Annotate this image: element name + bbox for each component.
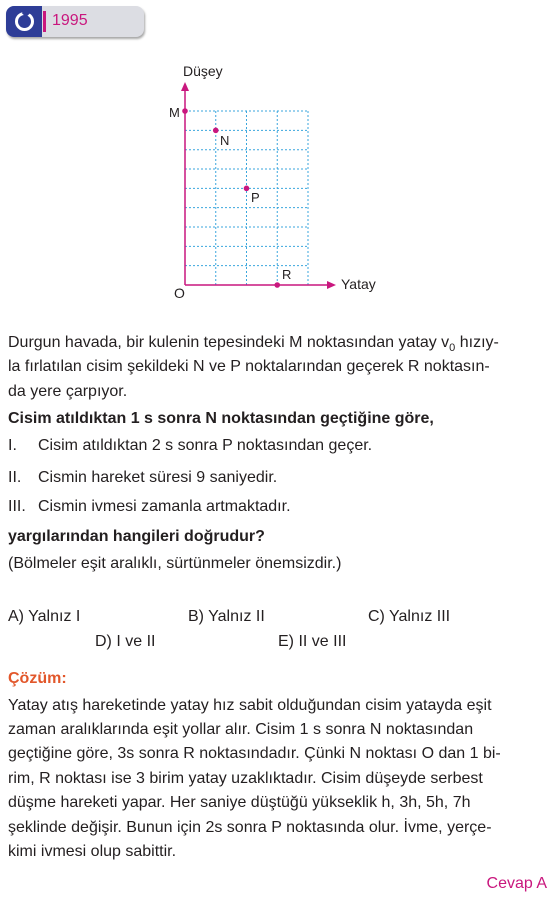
solution-line-2: zaman aralıklarında eşit yollar alır. Cisim 1 s sonra N noktasından — [8, 721, 474, 738]
intro-text-b: hızıy- — [455, 334, 499, 351]
option-b[interactable]: B) Yalnız II — [188, 608, 265, 625]
point-p — [244, 186, 250, 192]
statement-2-text: Cismin hareket süresi 9 saniyedir. — [38, 469, 278, 486]
solution-line-3: geçtiğine göre, 3s sonra R noktasındadır. Çünki N noktası O dan 1 bi- — [8, 745, 501, 762]
solution-line-6: şeklinde değişir. Bunun için 2s sonra P noktasında olur. İvme, yerçe- — [8, 819, 492, 836]
option-c[interactable]: C) Yalnız III — [368, 608, 451, 625]
point-label-n: N — [220, 133, 230, 148]
grid — [185, 111, 308, 285]
intro-subscript: 0 — [449, 342, 456, 355]
statement-1-number: I. — [8, 437, 17, 454]
statement-1-text: Cisim atıldıktan 2 s sonra P noktasından geçer. — [38, 437, 373, 454]
answer-label: Cevap A — [486, 875, 547, 892]
question-intro-line-3: da yere çarpıyor. — [8, 383, 128, 400]
point-label-p: P — [251, 190, 260, 205]
vertical-axis-arrow — [181, 82, 189, 91]
year-label: 1995 — [52, 12, 88, 29]
trajectory-figure — [0, 0, 557, 330]
solution-line-4: rim, R noktası ise 3 birim yatay uzaklıktadır. Cisim düşeyde serbest — [8, 770, 483, 787]
question-condition: Cisim atıldıktan 1 s sonra N noktasından geçtiğine göre, — [8, 410, 434, 427]
statement-3-number: III. — [8, 498, 26, 515]
question-intro-line-2: la fırlatılan cisim şekildeki N ve P noktalarından geçerek R noktasın- — [8, 358, 490, 375]
vertical-axis-label: Düşey — [183, 63, 223, 79]
solution-line-1: Yatay atış hareketinde yatay hız sabit olduğundan cisim yatayda eşit — [8, 697, 492, 714]
option-e[interactable]: E) II ve III — [278, 633, 347, 650]
origin-label: O — [174, 285, 185, 301]
intro-text-a: Durgun havada, bir kulenin tepesindeki M noktasından yatay v — [8, 334, 450, 351]
point-m — [182, 108, 188, 114]
horizontal-axis-label: Yatay — [341, 276, 376, 292]
horizontal-axis-arrow — [327, 281, 336, 289]
point-label-m: M — [169, 105, 180, 120]
solution-title: Çözüm: — [8, 670, 67, 687]
point-label-r: R — [282, 267, 292, 282]
points — [182, 108, 280, 288]
question-prompt: yargılarından hangileri doğrudur? — [8, 528, 265, 545]
point-r — [274, 282, 280, 288]
statement-3-text: Cismin ivmesi zamanla artmaktadır. — [38, 498, 291, 515]
question-note: (Bölmeler eşit aralıklı, sürtünmeler önemsizdir.) — [8, 555, 342, 572]
option-d[interactable]: D) I ve II — [95, 633, 156, 650]
solution-line-5: düşme hareketi yapar. Her saniye düştüğü yükseklik h, 3h, 5h, 7h — [8, 794, 471, 811]
statement-2-number: II. — [8, 469, 22, 486]
solution-line-7: kimi ivmesi olup sabittir. — [8, 843, 177, 860]
option-a[interactable]: A) Yalnız I — [8, 608, 81, 625]
point-n — [213, 128, 219, 134]
